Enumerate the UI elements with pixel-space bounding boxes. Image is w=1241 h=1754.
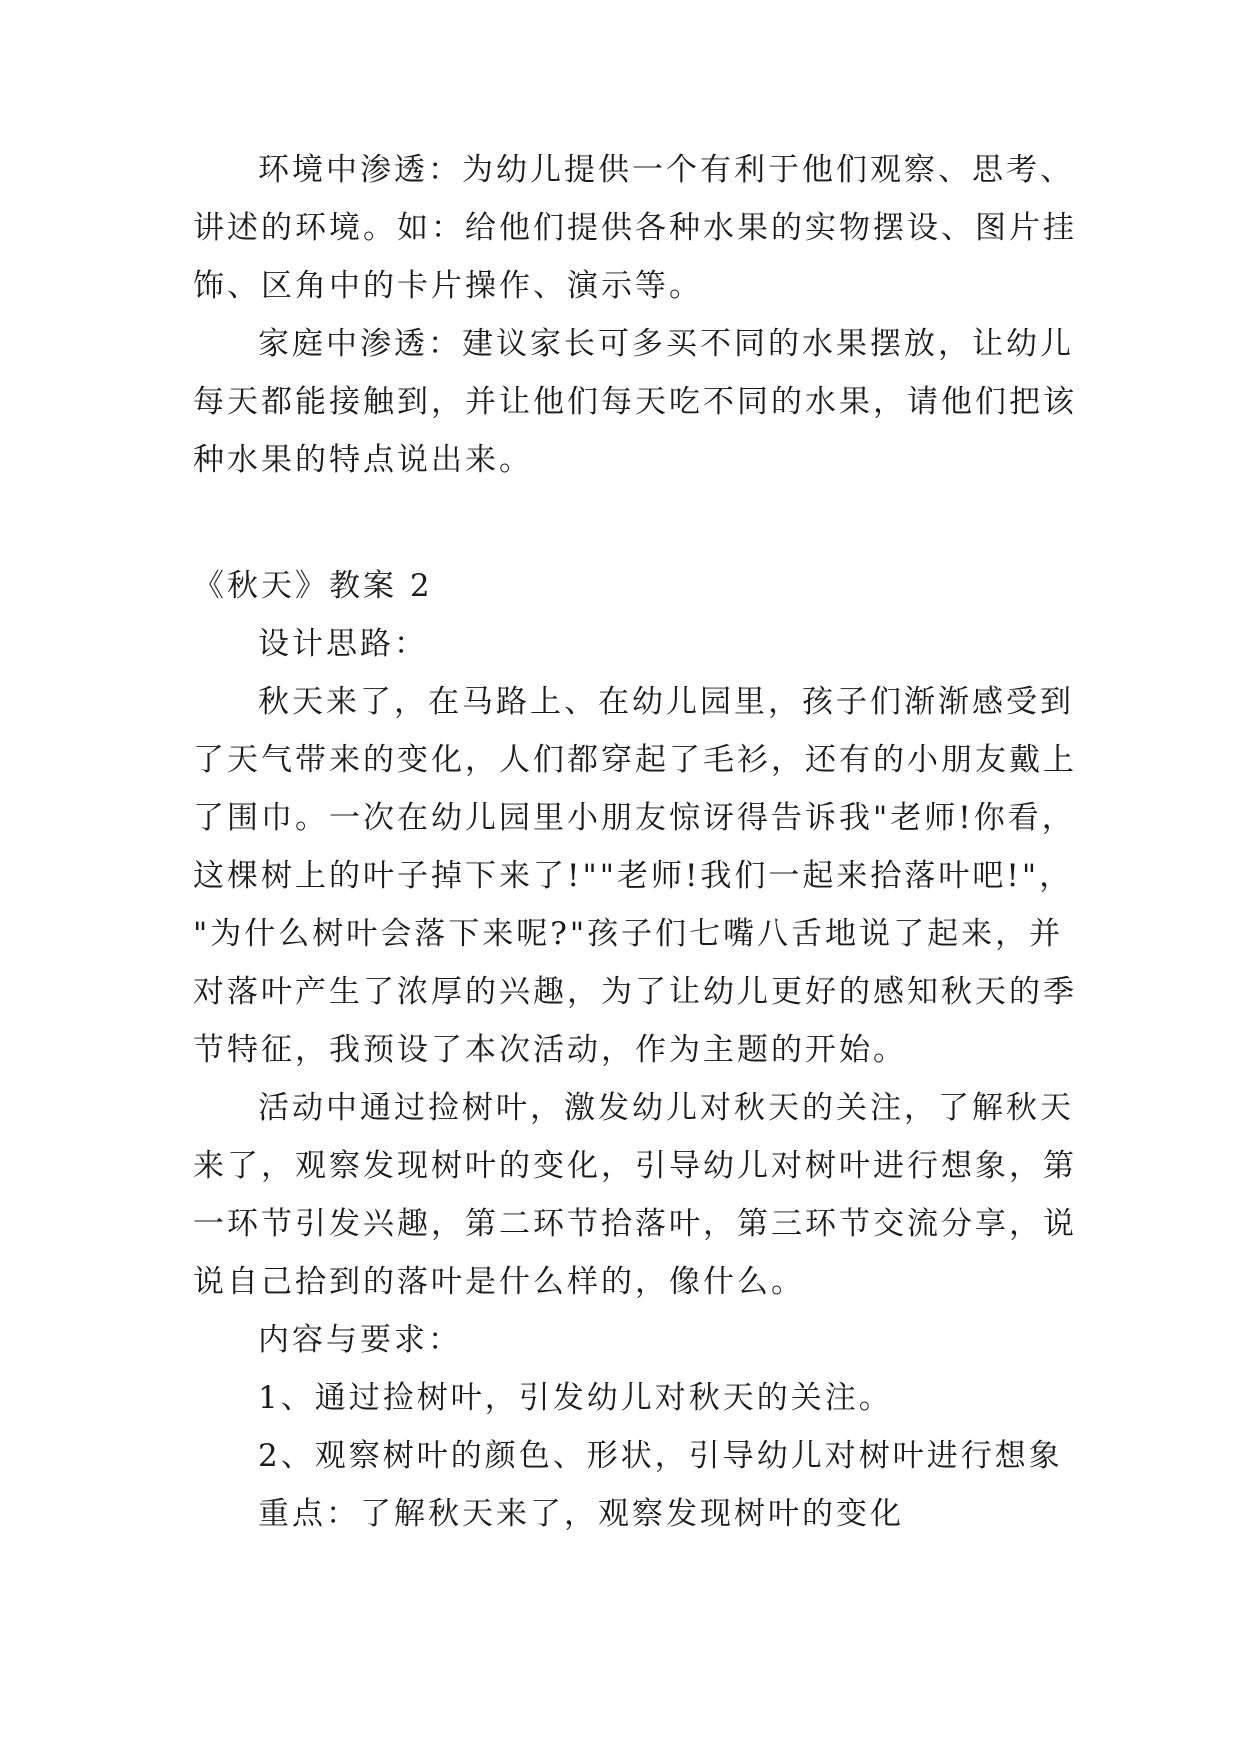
requirement-item-1: 1、通过捡树叶，引发幼儿对秋天的关注。: [258, 1380, 893, 1416]
paragraph-activity-line-3: 一环节引发兴趣，第二环节拾落叶，第三环节交流分享，说: [193, 1206, 1077, 1242]
paragraph-environment-line-2: 讲述的环境。如：给他们提供各种水果的实物摆设、图片挂: [193, 210, 1077, 246]
paragraph-design-line-7: 节特征，我预设了本次活动，作为主题的开始。: [193, 1032, 907, 1068]
design-idea-heading: 设计思路：: [258, 626, 428, 662]
paragraph-environment-line-3: 饰、区角中的卡片操作、演示等。: [193, 268, 703, 304]
content-requirements-heading: 内容与要求：: [258, 1322, 462, 1358]
paragraph-design-line-6: 对落叶产生了浓厚的兴趣，为了让幼儿更好的感知秋天的季: [193, 974, 1077, 1010]
paragraph-family-line-1: 家庭中渗透：建议家长可多买不同的水果摆放，让幼儿: [258, 326, 1074, 362]
paragraph-family-line-2: 每天都能接触到，并让他们每天吃不同的水果，请他们把该: [193, 384, 1077, 420]
key-point: 重点：了解秋天来了，观察发现树叶的变化: [258, 1496, 904, 1532]
requirement-item-2: 2、观察树叶的颜色、形状，引导幼儿对树叶进行想象: [258, 1438, 1063, 1474]
paragraph-design-line-2: 了天气带来的变化，人们都穿起了毛衫，还有的小朋友戴上: [193, 742, 1077, 778]
paragraph-design-line-4: 这棵树上的叶子掉下来了!""老师!我们一起来拾落叶吧!"，: [193, 858, 1074, 894]
paragraph-family-line-3: 种水果的特点说出来。: [193, 442, 533, 478]
paragraph-design-line-5: "为什么树叶会落下来呢?"孩子们七嘴八舌地说了起来，并: [193, 916, 1064, 952]
paragraph-activity-line-2: 来了，观察发现树叶的变化，引导幼儿对树叶进行想象，第: [193, 1148, 1077, 1184]
paragraph-activity-line-4: 说自己拾到的落叶是什么样的，像什么。: [193, 1264, 805, 1300]
paragraph-design-line-3: 了围巾。一次在幼儿园里小朋友惊讶得告诉我"老师!你看，: [193, 800, 1076, 836]
paragraph-design-line-1: 秋天来了，在马路上、在幼儿园里，孩子们渐渐感受到: [258, 684, 1074, 720]
paragraph-environment-line-1: 环境中渗透：为幼儿提供一个有利于他们观察、思考、: [258, 152, 1074, 188]
section-title: 《秋天》教案 2: [193, 568, 433, 604]
paragraph-activity-line-1: 活动中通过捡树叶，激发幼儿对秋天的关注，了解秋天: [258, 1090, 1074, 1126]
